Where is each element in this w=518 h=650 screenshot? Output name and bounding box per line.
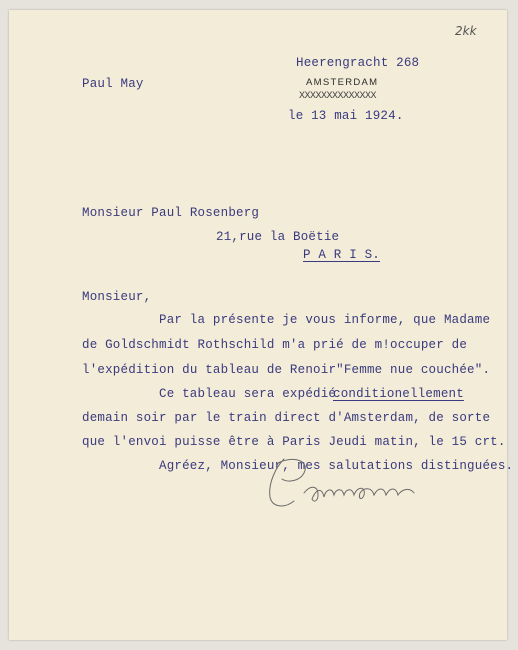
body-line: l'expédition du tableau de Renoir"Femme nue couchée".: [82, 363, 491, 377]
closing-line: Agréez, Monsieur, mes salutations distinguées.: [159, 459, 514, 473]
letter-date: le 13 mai 1924.: [288, 109, 404, 123]
page-number: 2kk: [455, 24, 477, 38]
underlined-word: conditionellement: [333, 387, 464, 401]
recipient-name: Monsieur Paul Rosenberg: [82, 206, 260, 220]
struck-through-text: XXXXXXXXXXXXXX: [299, 91, 377, 102]
handwritten-signature: [264, 453, 444, 513]
salutation: Monsieur,: [82, 290, 152, 304]
body-line: de Goldschmidt Rothschild m'a prié de m!occuper de: [82, 338, 468, 352]
letterhead-city: AMSTERDAM: [306, 77, 379, 88]
body-line: Par la présente je vous informe, que Madame: [159, 313, 491, 327]
letterhead-street: Heerengracht 268: [296, 56, 420, 70]
body-line: que l'envoi puisse être à Paris Jeudi matin, le 15 crt.: [82, 435, 506, 449]
body-line: Ce tableau sera expédié: [159, 387, 337, 401]
letterhead-sender: Paul May: [82, 77, 144, 91]
letter-page: [9, 10, 514, 640]
recipient-street: 21,rue la Boëtie: [216, 230, 340, 244]
body-line: demain soir par le train direct d'Amsterdam, de sorte: [82, 411, 491, 425]
recipient-city: P A R I S.: [303, 248, 381, 262]
